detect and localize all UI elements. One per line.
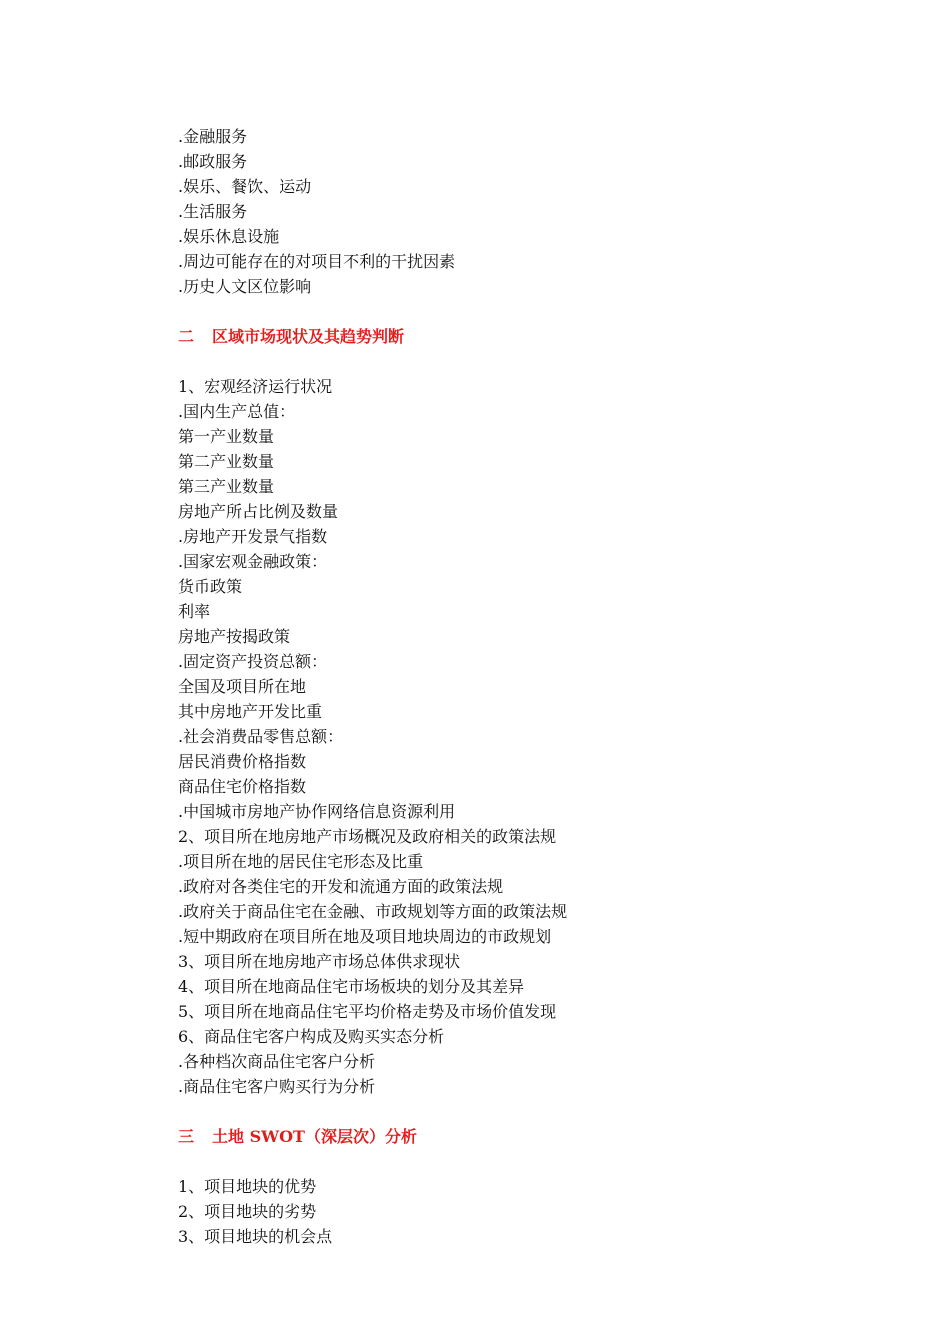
list-item: .国内生产总值： xyxy=(178,402,296,421)
list-item: .周边可能存在的对项目不利的干扰因素 xyxy=(178,252,456,271)
list-item: .娱乐休息设施 xyxy=(178,227,280,246)
list-item: .短中期政府在项目所在地及项目地块周边的市政规划 xyxy=(178,927,552,946)
list-item: 1、宏观经济运行状况 xyxy=(178,377,333,396)
spacer xyxy=(178,1149,878,1174)
document-page xyxy=(178,124,878,1249)
list-item: .房地产开发景气指数 xyxy=(178,527,328,546)
spacer xyxy=(178,299,878,324)
list-item: 5、项目所在地商品住宅平均价格走势及市场价值发现 xyxy=(178,1002,557,1021)
list-item: 第二产业数量 xyxy=(178,452,275,471)
section-title: 土地 SWOT（深层次）分析 xyxy=(212,1127,417,1146)
section-title: 区域市场现状及其趋势判断 xyxy=(212,327,405,346)
list-block-1 xyxy=(178,124,878,299)
list-item: 房地产按揭政策 xyxy=(178,627,291,646)
section-number: 三 xyxy=(178,1127,195,1146)
list-item: 居民消费价格指数 xyxy=(178,752,307,771)
section-heading-2 xyxy=(178,324,878,349)
list-item: .商品住宅客户购买行为分析 xyxy=(178,1077,376,1096)
list-item: 房地产所占比例及数量 xyxy=(178,502,339,521)
list-item: .中国城市房地产协作网络信息资源利用 xyxy=(178,802,456,821)
list-item: .金融服务 xyxy=(178,127,248,146)
list-item: .政府对各类住宅的开发和流通方面的政策法规 xyxy=(178,877,504,896)
list-item: 4、项目所在地商品住宅市场板块的划分及其差异 xyxy=(178,977,525,996)
list-item: 6、商品住宅客户构成及购买实态分析 xyxy=(178,1027,445,1046)
list-item: 第一产业数量 xyxy=(178,427,275,446)
list-item: 利率 xyxy=(178,602,211,621)
list-item: 货币政策 xyxy=(178,577,243,596)
section-number: 二 xyxy=(178,327,195,346)
list-item: .社会消费品零售总额： xyxy=(178,727,344,746)
list-item: .项目所在地的居民住宅形态及比重 xyxy=(178,852,424,871)
spacer xyxy=(178,1099,878,1124)
list-item: 2、项目地块的劣势 xyxy=(178,1202,317,1221)
spacer xyxy=(178,349,878,374)
list-block-3 xyxy=(178,1174,878,1249)
list-item: 其中房地产开发比重 xyxy=(178,702,323,721)
list-item: 2、项目所在地房地产市场概况及政府相关的政策法规 xyxy=(178,827,557,846)
list-block-2 xyxy=(178,374,878,1099)
list-item: 全国及项目所在地 xyxy=(178,677,307,696)
list-item: .各种档次商品住宅客户分析 xyxy=(178,1052,376,1071)
list-item: 商品住宅价格指数 xyxy=(178,777,307,796)
list-item: 第三产业数量 xyxy=(178,477,275,496)
list-item: .生活服务 xyxy=(178,202,248,221)
list-item: .政府关于商品住宅在金融、市政规划等方面的政策法规 xyxy=(178,902,568,921)
list-item: .固定资产投资总额： xyxy=(178,652,328,671)
list-item: 1、项目地块的优势 xyxy=(178,1177,317,1196)
list-item: .邮政服务 xyxy=(178,152,248,171)
list-item: 3、项目地块的机会点 xyxy=(178,1227,333,1246)
list-item: .国家宏观金融政策： xyxy=(178,552,328,571)
list-item: .娱乐、餐饮、运动 xyxy=(178,177,312,196)
section-heading-3 xyxy=(178,1124,878,1149)
list-item: 3、项目所在地房地产市场总体供求现状 xyxy=(178,952,461,971)
list-item: .历史人文区位影响 xyxy=(178,277,312,296)
